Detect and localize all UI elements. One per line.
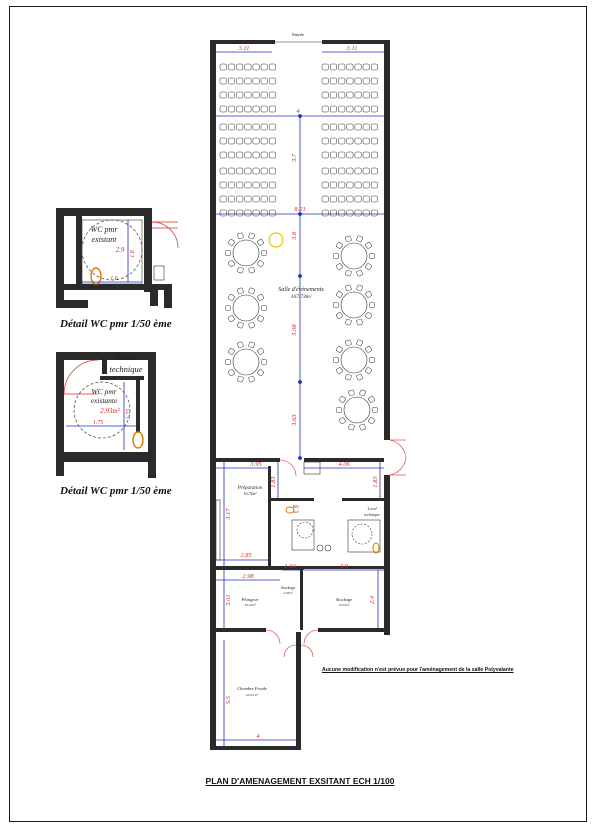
highlight-marker — [269, 233, 283, 247]
plan-note: Aucune modification n'est prévue pour l'aménagement de la salle Polyvalante — [322, 667, 514, 673]
chair — [261, 138, 268, 144]
chair — [253, 196, 259, 202]
chair — [330, 106, 337, 112]
chair — [236, 168, 243, 174]
chair — [371, 152, 378, 158]
dimension-labels — [225, 45, 379, 740]
chair — [363, 78, 370, 84]
detail-wc-top — [56, 208, 178, 308]
svg-text:1.75: 1.75 — [126, 408, 132, 420]
svg-text:technique: technique — [109, 364, 143, 374]
svg-text:3.95: 3.95 — [250, 461, 262, 468]
svg-text:2m²: 2m² — [293, 510, 299, 514]
chair — [261, 78, 268, 84]
svg-text:22.04 m²: 22.04 m² — [245, 693, 259, 697]
svg-text:4.06: 4.06 — [338, 461, 350, 468]
chair — [330, 124, 337, 130]
chair — [245, 196, 252, 202]
chair — [371, 196, 378, 202]
chair — [363, 138, 370, 144]
svg-text:1.6: 1.6 — [110, 276, 118, 282]
svg-text:10.10m²: 10.10m² — [244, 603, 256, 607]
chair — [236, 210, 243, 216]
chair — [236, 64, 243, 70]
chair — [347, 196, 354, 202]
chair — [236, 182, 243, 188]
svg-text:16.74m²: 16.74m² — [243, 491, 257, 496]
svg-text:2.93m²: 2.93m² — [100, 407, 120, 415]
svg-text:3.11: 3.11 — [238, 45, 250, 52]
svg-text:1.04: 1.04 — [284, 563, 296, 570]
chair — [228, 196, 235, 202]
svg-text:4: 4 — [296, 108, 300, 115]
chair — [355, 92, 362, 98]
chair — [363, 124, 370, 130]
svg-text:167.73m²: 167.73m² — [290, 294, 312, 300]
svg-text:2.03m²: 2.03m² — [283, 591, 293, 595]
chair — [228, 168, 235, 174]
chair — [355, 106, 362, 112]
chair — [330, 92, 337, 98]
chair — [245, 152, 252, 158]
chair — [245, 182, 252, 188]
detail-caption-bottom: Détail WC pmr 1/50 ème — [60, 485, 172, 497]
chair — [355, 152, 362, 158]
chair — [347, 182, 354, 188]
chair — [330, 182, 337, 188]
chair — [363, 210, 370, 216]
svg-text:Stockage: Stockage — [335, 597, 353, 602]
round-table — [333, 236, 374, 277]
svg-text:5.08: 5.08 — [291, 324, 298, 336]
chair — [322, 92, 329, 98]
chair — [371, 78, 378, 84]
svg-text:3.9: 3.9 — [339, 563, 349, 570]
chair — [371, 64, 378, 70]
chair — [355, 138, 362, 144]
chair — [363, 106, 370, 112]
chair — [269, 106, 276, 112]
chair — [355, 182, 362, 188]
chair — [330, 196, 337, 202]
chair — [245, 138, 252, 144]
chair — [269, 64, 276, 70]
chair — [261, 124, 268, 130]
chair — [236, 92, 243, 98]
chair — [371, 124, 378, 130]
chair — [261, 106, 268, 112]
chair — [236, 196, 243, 202]
chair — [245, 210, 252, 216]
round-table — [336, 390, 377, 431]
chair — [269, 92, 276, 98]
svg-text:WC: WC — [292, 504, 300, 509]
seating-rows — [220, 64, 378, 216]
svg-text:3.01: 3.01 — [225, 594, 232, 606]
chair — [347, 124, 354, 130]
chair — [220, 106, 227, 112]
svg-text:Préparation: Préparation — [237, 486, 263, 491]
svg-text:existant: existant — [91, 235, 117, 244]
chair — [245, 168, 252, 174]
chair — [245, 64, 252, 70]
svg-text:2.98: 2.98 — [242, 573, 254, 580]
chair — [228, 210, 235, 216]
svg-text:2.85: 2.85 — [240, 552, 252, 559]
chair — [253, 138, 259, 144]
chair — [347, 152, 354, 158]
svg-text:Plongeur: Plongeur — [241, 597, 259, 602]
room-labels — [237, 287, 380, 697]
chair — [347, 78, 354, 84]
svg-text:3.17: 3.17 — [225, 508, 232, 520]
round-table — [333, 340, 374, 381]
chair — [236, 106, 243, 112]
svg-text:Salle d'évènements: Salle d'évènements — [278, 287, 324, 293]
chair — [228, 182, 235, 188]
chair — [220, 210, 227, 216]
svg-text:Stockage: Stockage — [280, 585, 296, 590]
chair — [269, 168, 276, 174]
svg-text:3.7: 3.7 — [291, 153, 298, 163]
chair — [355, 124, 362, 130]
svg-text:1.83: 1.83 — [372, 476, 379, 488]
chair — [338, 152, 345, 158]
chair — [228, 78, 235, 84]
chair — [253, 92, 259, 98]
svg-text:8.21: 8.21 — [294, 206, 306, 213]
round-table — [225, 342, 266, 383]
svg-text:Chambre Froide: Chambre Froide — [237, 686, 267, 691]
chair — [363, 152, 370, 158]
chair — [269, 124, 276, 130]
chair — [363, 64, 370, 70]
chair — [347, 64, 354, 70]
chair — [330, 138, 337, 144]
chair — [253, 210, 259, 216]
chair — [322, 138, 329, 144]
chair — [355, 196, 362, 202]
chair — [355, 210, 362, 216]
svg-text:WC pmr: WC pmr — [90, 225, 118, 234]
svg-text:15.33m²: 15.33m² — [338, 603, 350, 607]
chair — [330, 210, 337, 216]
chair — [261, 196, 268, 202]
svg-text:1.8: 1.8 — [130, 250, 136, 258]
plan-title: PLAN D'AMENAGEMENT EXSITANT ECH 1/100 — [205, 776, 395, 786]
chair — [322, 64, 329, 70]
chair — [253, 152, 259, 158]
chair — [269, 138, 276, 144]
chair — [253, 124, 259, 130]
chair — [338, 64, 345, 70]
chair — [220, 78, 227, 84]
chair — [220, 64, 227, 70]
chair — [236, 138, 243, 144]
svg-text:4: 4 — [256, 733, 260, 740]
chair — [355, 168, 362, 174]
chair — [261, 182, 268, 188]
chair — [228, 92, 235, 98]
chair — [228, 138, 235, 144]
chair — [338, 182, 345, 188]
chair — [261, 210, 268, 216]
svg-text:1.83: 1.83 — [270, 476, 277, 488]
chair — [261, 64, 268, 70]
chair — [261, 92, 268, 98]
chair — [371, 182, 378, 188]
svg-text:technique: technique — [364, 512, 380, 517]
chair — [220, 92, 227, 98]
entrance-label: Entrée — [292, 32, 304, 37]
chair — [363, 196, 370, 202]
chair — [269, 78, 276, 84]
chair — [322, 182, 329, 188]
round-table — [225, 233, 266, 274]
chair — [338, 78, 345, 84]
banquet-tables — [225, 233, 377, 431]
chair — [355, 64, 362, 70]
svg-text:Local: Local — [116, 352, 136, 362]
svg-text:5.5: 5.5 — [225, 695, 232, 705]
chair — [322, 78, 329, 84]
detail-caption-top: Détail WC pmr 1/50 ème — [60, 318, 172, 330]
chair — [253, 78, 259, 84]
chair — [322, 210, 329, 216]
chair — [338, 138, 345, 144]
svg-text:Local: Local — [367, 506, 377, 511]
round-table — [225, 288, 266, 329]
chair — [261, 168, 268, 174]
svg-text:2.9: 2.9 — [115, 246, 125, 254]
chair — [220, 138, 227, 144]
detail-wc-bottom — [56, 352, 156, 478]
chair — [371, 168, 378, 174]
svg-text:2.4: 2.4 — [369, 595, 376, 605]
chair — [338, 168, 345, 174]
chair — [371, 92, 378, 98]
chair — [269, 196, 276, 202]
chair — [245, 106, 252, 112]
svg-text:existante: existante — [90, 396, 118, 405]
chair — [220, 152, 227, 158]
chair — [322, 152, 329, 158]
chair — [245, 124, 252, 130]
chair — [261, 152, 268, 158]
chair — [269, 152, 276, 158]
chair — [322, 196, 329, 202]
chair — [228, 64, 235, 70]
chair — [220, 168, 227, 174]
chair — [220, 196, 227, 202]
chair — [220, 124, 227, 130]
chair — [338, 210, 345, 216]
chair — [338, 106, 345, 112]
chair — [371, 210, 378, 216]
chair — [236, 124, 243, 130]
chair — [253, 168, 259, 174]
chair — [347, 138, 354, 144]
chair — [253, 106, 259, 112]
chair — [220, 182, 227, 188]
chair — [253, 64, 259, 70]
chair — [236, 78, 243, 84]
chair — [245, 92, 252, 98]
chair — [347, 92, 354, 98]
chair — [338, 92, 345, 98]
chair — [322, 124, 329, 130]
chair — [245, 78, 252, 84]
chair — [363, 92, 370, 98]
chair — [363, 168, 370, 174]
chair — [371, 106, 378, 112]
svg-text:1.75: 1.75 — [92, 420, 104, 426]
chair — [228, 124, 235, 130]
chair — [347, 106, 354, 112]
svg-text:3.63: 3.63 — [291, 414, 298, 426]
round-table — [333, 285, 374, 326]
chair — [338, 124, 345, 130]
chair — [269, 210, 276, 216]
svg-text:WC pmr: WC pmr — [91, 387, 117, 396]
svg-text:3.8: 3.8 — [291, 231, 298, 241]
chair — [228, 152, 235, 158]
chair — [253, 182, 259, 188]
chair — [338, 196, 345, 202]
chair — [322, 168, 329, 174]
chair — [330, 168, 337, 174]
chair — [330, 64, 337, 70]
svg-text:3.11: 3.11 — [346, 45, 358, 52]
chair — [269, 182, 276, 188]
chair — [228, 106, 235, 112]
chair — [371, 138, 378, 144]
chair — [347, 210, 354, 216]
chair — [322, 106, 329, 112]
chair — [236, 152, 243, 158]
chair — [347, 168, 354, 174]
chair — [363, 182, 370, 188]
chair — [330, 78, 337, 84]
chair — [330, 152, 337, 158]
chair — [355, 78, 362, 84]
